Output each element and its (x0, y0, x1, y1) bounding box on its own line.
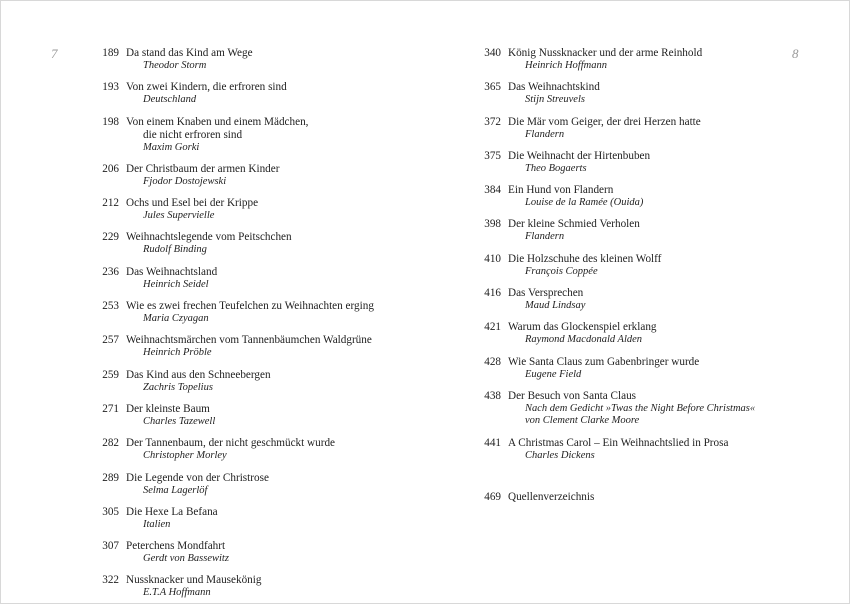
toc-title: Nussknacker und Mausekönig (126, 574, 262, 587)
toc-author: Gerdt von Bassewitz (143, 553, 229, 565)
toc-author: Flandern (525, 231, 565, 243)
toc-author: François Coppée (525, 265, 598, 277)
toc-page-number: 416 (484, 287, 501, 300)
toc-title: Die Legende von der Christrose (126, 471, 269, 484)
toc-author: Rudolf Binding (143, 244, 207, 256)
toc-author: Flandern (525, 128, 565, 140)
toc-entry (97, 334, 427, 360)
toc-title: Das Weihnachtsland (126, 265, 218, 278)
toc-page-number: 193 (102, 81, 119, 94)
toc-title: Die Mär vom Geiger, der drei Herzen hatte (508, 115, 701, 128)
toc-entry (97, 116, 427, 155)
toc-entry (97, 540, 427, 566)
toc-author: Maud Lindsay (525, 300, 586, 312)
toc-entry (97, 81, 427, 107)
toc-title: Da stand das Kind am Wege (126, 47, 253, 59)
toc-entry (97, 437, 427, 463)
toc-author: Maxim Gorki (143, 141, 200, 153)
toc-page-number: 257 (102, 334, 119, 347)
toc-entry (479, 81, 779, 107)
toc-entry (479, 150, 779, 176)
toc-author: Theo Bogaerts (525, 162, 587, 174)
toc-title: A Christmas Carol – Ein Weihnachtslied in Prosa (508, 436, 729, 449)
toc-entry (97, 506, 427, 532)
toc-title: Die Hexe La Befana (126, 505, 218, 518)
toc-title: Warum das Glockenspiel erklang (508, 321, 657, 334)
toc-author: Louise de la Ramée (Ouida) (525, 197, 644, 209)
toc-title: Der Tannenbaum, der nicht geschmückt wurde (126, 437, 336, 450)
toc-title: Das Versprechen (508, 287, 584, 300)
toc-title: Die Holzschuhe des kleinen Wolff (508, 252, 662, 265)
toc-page-number: 384 (484, 184, 501, 197)
toc-author: Heinrich Pröble (143, 347, 212, 359)
toc-entry (97, 300, 427, 326)
toc-author: Theodor Storm (143, 60, 207, 71)
toc-entry (97, 163, 427, 189)
toc-page-number: 198 (102, 115, 119, 128)
toc-title: Wie es zwei frechen Teufelchen zu Weihnachten erging (126, 300, 374, 313)
toc-author: Charles Dickens (525, 449, 595, 461)
toc-author: Stijn Streuvels (525, 94, 585, 106)
toc-entry (97, 472, 427, 498)
toc-author: Charles Tazewell (143, 415, 216, 427)
toc-page-number: 340 (484, 47, 501, 59)
toc-title: Der kleinste Baum (126, 402, 210, 415)
toc-author: Zachris Topelius (143, 381, 213, 393)
toc-page-number: 372 (484, 115, 501, 128)
toc-entry (479, 390, 779, 428)
toc-entry (97, 266, 427, 292)
toc-title: Der Besuch von Santa Claus (508, 389, 637, 402)
toc-page-number: 282 (102, 437, 119, 450)
toc-title: Ochs und Esel bei der Krippe (126, 197, 259, 210)
toc-title: Weihnachtslegende vom Peitschchen (126, 231, 292, 244)
toc-entry (97, 574, 427, 600)
toc-title: Der Christbaum der armen Kinder (126, 162, 280, 175)
toc-title: Das Kind aus den Schneebergen (126, 368, 271, 381)
toc-column-right (479, 47, 779, 513)
toc-page-number: 441 (484, 436, 501, 449)
toc-author: Nach dem Gedicht »Twas the Night Before Christmas« (525, 402, 756, 414)
toc-page-number: 398 (484, 218, 501, 231)
toc-entry-sources (479, 491, 779, 504)
toc-page-number: 375 (484, 149, 501, 162)
toc-author: Fjodor Dostojewski (143, 175, 227, 187)
toc-author: E.T.A Hoffmann (143, 587, 211, 599)
toc-page-number: 189 (102, 47, 119, 59)
toc-title: Der kleine Schmied Verholen (508, 218, 640, 231)
toc-entry (97, 197, 427, 223)
toc-entry (479, 184, 779, 210)
toc-author: Jules Supervielle (143, 210, 215, 222)
toc-author: Eugene Field (525, 368, 582, 380)
toc-author: Selma Lagerlöf (143, 484, 208, 496)
toc-page-number: 229 (102, 231, 119, 244)
toc-page-number: 259 (102, 368, 119, 381)
toc-title: Ein Hund von Flandern (508, 184, 614, 197)
toc-entry (479, 321, 779, 347)
toc-entry (479, 218, 779, 244)
toc-title: Von zwei Kindern, die erfroren sind (126, 81, 287, 94)
toc-page-number: 307 (102, 540, 119, 553)
toc-entry (479, 437, 779, 463)
toc-page-number: 236 (102, 265, 119, 278)
toc-entry (479, 253, 779, 279)
toc-entry (97, 47, 427, 73)
toc-title: Von einem Knaben und einem Mädchen, (126, 115, 309, 128)
toc-page-number: 322 (102, 574, 119, 587)
toc-title: Quellenverzeichnis (508, 491, 595, 504)
toc-page-number: 428 (484, 355, 501, 368)
toc-entry (479, 356, 779, 382)
toc-title: König Nussknacker und der arme Reinhold (508, 47, 703, 59)
toc-entry (479, 287, 779, 313)
toc-column-left (97, 47, 427, 609)
toc-author: Heinrich Seidel (143, 278, 209, 290)
toc-page-number: 421 (484, 321, 501, 334)
toc-author: Raymond Macdonald Alden (525, 334, 643, 346)
page-number-left: 7 (51, 46, 58, 61)
toc-author: Italien (143, 518, 171, 530)
toc-author: Christopher Morley (143, 450, 227, 462)
toc-entry (97, 403, 427, 429)
toc-entry (97, 231, 427, 257)
page-number-right: 8 (792, 46, 799, 61)
toc-title: Das Weihnachtskind (508, 81, 600, 94)
toc-page-number: 206 (102, 162, 119, 175)
toc-page-number: 305 (102, 505, 119, 518)
toc-page-number: 469 (484, 491, 501, 504)
toc-author: Maria Czyagan (143, 313, 209, 325)
toc-page-number: 365 (484, 81, 501, 94)
toc-author: Heinrich Hoffmann (525, 60, 607, 71)
toc-entry (97, 369, 427, 395)
toc-title: Weihnachtsmärchen vom Tannenbäumchen Waldgrüne (126, 334, 372, 347)
toc-entry (479, 116, 779, 142)
toc-page-number: 410 (484, 252, 501, 265)
toc-page-number: 271 (102, 402, 119, 415)
toc-title: Die Weihnacht der Hirtenbuben (508, 149, 651, 162)
toc-page-number: 438 (484, 389, 501, 402)
toc-title: Peterchens Mondfahrt (126, 540, 226, 553)
toc-page-number: 253 (102, 300, 119, 313)
toc-author: von Clement Clarke Moore (525, 415, 640, 427)
toc-entry (479, 47, 779, 73)
toc-page-number: 212 (102, 197, 119, 210)
toc-author: Deutschland (143, 94, 197, 106)
toc-title: die nicht erfroren sind (143, 128, 243, 141)
toc-title: Wie Santa Claus zum Gabenbringer wurde (508, 355, 700, 368)
toc-page-number: 289 (102, 471, 119, 484)
spacer (479, 471, 779, 491)
